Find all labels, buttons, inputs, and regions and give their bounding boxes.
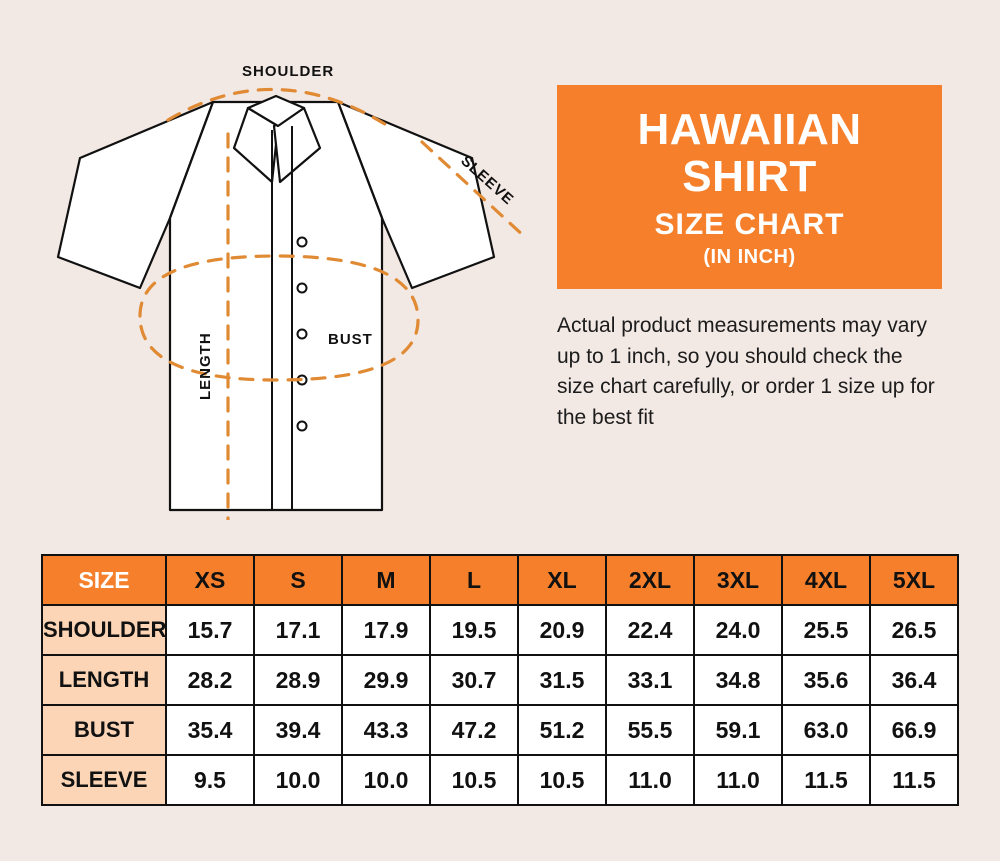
- label-shoulder: SHOULDER: [242, 63, 335, 80]
- cell-bust-4xl: 63.0: [782, 705, 870, 755]
- cell-sleeve-5xl: 11.5: [870, 755, 958, 805]
- header-size-2xl: 2XL: [606, 555, 694, 605]
- title-panel: [557, 85, 942, 433]
- row-label-sleeve: SLEEVE: [42, 755, 166, 805]
- cell-length-l: 30.7: [430, 655, 518, 705]
- row-label-length: LENGTH: [42, 655, 166, 705]
- label-bust: BUST: [328, 331, 373, 348]
- cell-bust-s: 39.4: [254, 705, 342, 755]
- header-size-s: S: [254, 555, 342, 605]
- table-body: [42, 605, 958, 805]
- cell-sleeve-l: 10.5: [430, 755, 518, 805]
- cell-sleeve-m: 10.0: [342, 755, 430, 805]
- title-unit: (IN INCH): [703, 246, 796, 269]
- cell-sleeve-3xl: 11.0: [694, 755, 782, 805]
- cell-bust-3xl: 59.1: [694, 705, 782, 755]
- header-size: SIZE: [42, 555, 166, 605]
- size-table-wrapper: [41, 554, 959, 806]
- label-sleeve: SLEEVE: [457, 152, 518, 209]
- cell-shoulder-s: 17.1: [254, 605, 342, 655]
- cell-bust-m: 43.3: [342, 705, 430, 755]
- header-size-5xl: 5XL: [870, 555, 958, 605]
- cell-length-3xl: 34.8: [694, 655, 782, 705]
- cell-sleeve-4xl: 11.5: [782, 755, 870, 805]
- cell-length-4xl: 35.6: [782, 655, 870, 705]
- cell-shoulder-3xl: 24.0: [694, 605, 782, 655]
- cell-length-s: 28.9: [254, 655, 342, 705]
- header-size-m: M: [342, 555, 430, 605]
- cell-bust-5xl: 66.9: [870, 705, 958, 755]
- table-row: [42, 605, 958, 655]
- table-header: [42, 555, 958, 605]
- header-size-4xl: 4XL: [782, 555, 870, 605]
- row-label-shoulder: SHOULDER: [42, 605, 166, 655]
- title-main-line1: HAWAIIAN: [637, 105, 862, 154]
- label-length: LENGTH: [197, 332, 214, 400]
- cell-sleeve-s: 10.0: [254, 755, 342, 805]
- table-row: [42, 755, 958, 805]
- cell-sleeve-xs: 9.5: [166, 755, 254, 805]
- table-row: [42, 705, 958, 755]
- table-row: [42, 655, 958, 705]
- title-box: [557, 85, 942, 289]
- cell-shoulder-5xl: 26.5: [870, 605, 958, 655]
- measurement-note: Actual product measurements may vary up to 1 inch, so you should check the size chart carefully, or order 1 size up for the best fit: [557, 314, 935, 429]
- cell-sleeve-2xl: 11.0: [606, 755, 694, 805]
- cell-length-xs: 28.2: [166, 655, 254, 705]
- header-size-xl: XL: [518, 555, 606, 605]
- cell-bust-xl: 51.2: [518, 705, 606, 755]
- title-main-line2: SHIRT: [682, 151, 817, 201]
- cell-shoulder-m: 17.9: [342, 605, 430, 655]
- shirt-illustration: [20, 30, 540, 520]
- cell-length-2xl: 33.1: [606, 655, 694, 705]
- row-label-bust: BUST: [42, 705, 166, 755]
- cell-shoulder-xl: 20.9: [518, 605, 606, 655]
- cell-bust-l: 47.2: [430, 705, 518, 755]
- cell-bust-xs: 35.4: [166, 705, 254, 755]
- cell-length-m: 29.9: [342, 655, 430, 705]
- header-size-l: L: [430, 555, 518, 605]
- header-size-3xl: 3XL: [694, 555, 782, 605]
- header-size-xs: XS: [166, 555, 254, 605]
- cell-shoulder-2xl: 22.4: [606, 605, 694, 655]
- cell-length-xl: 31.5: [518, 655, 606, 705]
- table-header-row: [42, 555, 958, 605]
- cell-shoulder-4xl: 25.5: [782, 605, 870, 655]
- cell-bust-2xl: 55.5: [606, 705, 694, 755]
- cell-sleeve-xl: 10.5: [518, 755, 606, 805]
- title-subtitle: SIZE CHART: [654, 208, 845, 242]
- size-chart-table: [41, 554, 959, 806]
- cell-length-5xl: 36.4: [870, 655, 958, 705]
- cell-shoulder-xs: 15.7: [166, 605, 254, 655]
- cell-shoulder-l: 19.5: [430, 605, 518, 655]
